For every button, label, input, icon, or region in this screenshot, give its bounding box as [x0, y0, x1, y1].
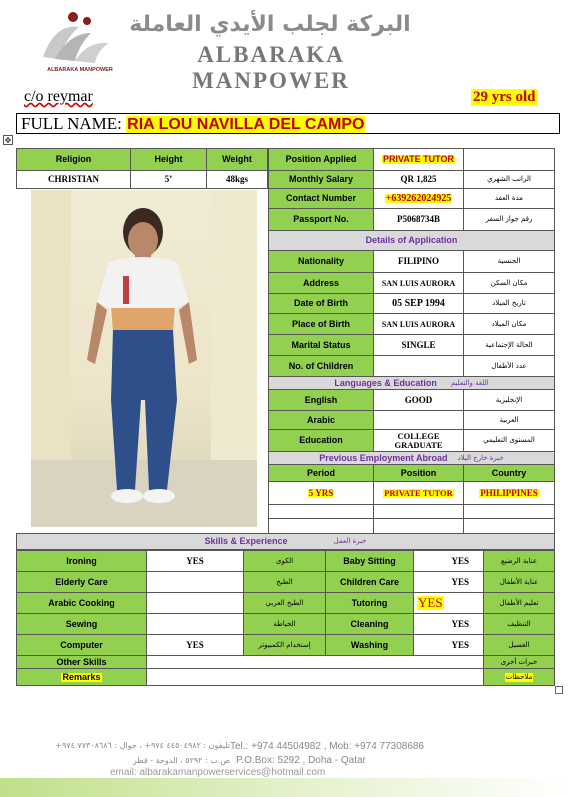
date-of-birth-arabic: تاريخ الميلاد [463, 293, 555, 314]
education-label: Education [268, 429, 374, 452]
religion-label: Religion [16, 148, 131, 171]
nationality-label: Nationality [268, 250, 374, 273]
position-applied-label: Position Applied [268, 148, 374, 171]
skill-baby-sitting-value: YES [413, 550, 484, 572]
skill-cleaning-label: Cleaning [325, 613, 414, 635]
contact-number-arabic: مدة العقد [463, 188, 555, 209]
education-value: COLLEGE GRADUATE [373, 429, 464, 452]
footer-decorative-band [0, 778, 573, 797]
full-name-value: RIA LOU NAVILLA DEL CAMPO [127, 116, 365, 133]
footer-tel-english: Tel.: +974 44504982 , Mob: +974 77308686 [230, 741, 425, 752]
applicant-photo [31, 190, 257, 527]
position-applied-value: PRIVATE TUTOR [373, 148, 464, 171]
country-header: Country [463, 464, 555, 482]
religion-value: CHRISTIAN [16, 170, 131, 189]
skill-sewing-value [146, 613, 244, 635]
skill-ironing-label: Ironing [16, 550, 147, 572]
marital-status-label: Marital Status [268, 334, 374, 356]
employment-period-3 [268, 518, 374, 534]
table-move-handle-icon[interactable]: ✥ [4, 136, 12, 145]
skill-sewing-label: Sewing [16, 613, 147, 635]
table-resize-handle[interactable] [555, 686, 563, 694]
skill-sewing-arabic: الخياطة [243, 613, 326, 635]
skill-cleaning-value: YES [413, 613, 484, 635]
skill-computer-label: Computer [16, 634, 147, 656]
employment-position-3 [373, 518, 464, 534]
skill-ironing-value: YES [146, 550, 244, 572]
arabic-value [373, 410, 464, 430]
employment-position-1: PRIVATE TUTOR [373, 481, 464, 505]
weight-value: 48kgs [206, 170, 268, 189]
marital-status-arabic: الحالة الإجتماعية [463, 334, 555, 356]
english-label: English [268, 389, 374, 411]
passport-value: P5068734B [373, 208, 464, 231]
skills-section-title: Skills & Experience خبرة العمل [16, 533, 555, 550]
other-skills-value [146, 655, 484, 669]
other-skills-label: Other Skills [16, 655, 147, 669]
skill-children-care-value: YES [413, 571, 484, 593]
skill-arabic-cooking-label: Arabic Cooking [16, 592, 147, 614]
weight-label: Weight [206, 148, 268, 171]
employment-country-2 [463, 504, 555, 519]
languages-section-title: Languages & Education اللغة والتعليم [268, 376, 555, 390]
passport-arabic: رقم جواز السفر [463, 208, 555, 231]
date-of-birth-label: Date of Birth [268, 293, 374, 314]
application-section-title: Details of Application [268, 230, 555, 251]
brand-english: ALBARAKA MANPOWER [192, 42, 350, 93]
skill-washing-value: YES [413, 634, 484, 656]
other-skills-arabic: خبرات أخرى [483, 655, 555, 669]
skill-washing-label: Washing [325, 634, 414, 656]
age-badge: 29 yrs old [473, 89, 536, 105]
employment-period-1: 5 YRS [268, 481, 374, 505]
contact-number-label: Contact Number [268, 188, 374, 209]
employment-period-2 [268, 504, 374, 519]
position-header: Position [373, 464, 464, 482]
skill-cleaning-arabic: التنظيف [483, 613, 555, 635]
skill-elderly-care-label: Elderly Care [16, 571, 147, 593]
skill-baby-sitting-label: Baby Sitting [325, 550, 414, 572]
date-of-birth-value: 05 SEP 1994 [373, 293, 464, 314]
remarks-label: Remarks [16, 668, 147, 686]
children-value [373, 355, 464, 377]
monthly-salary-arabic: الراتب الشهري [463, 170, 555, 189]
marital-status-value: SINGLE [373, 334, 464, 356]
care-of: c/o reymar [24, 88, 93, 105]
skill-computer-arabic: إستخدام الكمبيوتر [243, 634, 326, 656]
skill-children-care-arabic: عناية الأطفال [483, 571, 555, 593]
skill-tutoring-value: YES [413, 592, 484, 614]
contact-number-value: +639262024925 [373, 188, 464, 209]
full-name-row [16, 113, 560, 134]
skill-computer-value: YES [146, 634, 244, 656]
children-label: No. of Children [268, 355, 374, 377]
remarks-value [146, 668, 484, 686]
period-header: Period [268, 464, 374, 482]
english-value: GOOD [373, 389, 464, 411]
skill-elderly-care-value [146, 571, 244, 593]
employment-position-2 [373, 504, 464, 519]
skill-children-care-label: Children Care [325, 571, 414, 593]
skill-arabic-cooking-value [146, 592, 244, 614]
arabic-label: Arabic [268, 410, 374, 430]
children-arabic: عدد الأطفال [463, 355, 555, 377]
english-arabic: الإنجليزية [463, 389, 555, 411]
footer-tel-arabic: تليفون : ٤٤٥٠٤٩٨٢ ٩٧٤+ ، جوال : ٧٧٣٠٨٦٨٦ ٩٧٤+ [55, 741, 230, 750]
nationality-value: FILIPINO [373, 250, 464, 273]
skill-baby-sitting-arabic: عناية الرضيع [483, 550, 555, 572]
skill-ironing-arabic: الكوى [243, 550, 326, 572]
education-arabic: المستوى التعليمي [463, 429, 555, 452]
address-label: Address [268, 272, 374, 294]
monthly-salary-value: QR 1,825 [373, 170, 464, 189]
full-name-label: FULL NAME: [21, 114, 122, 133]
footer-pobox-arabic: ص.ب : ٥٢٩٢ ، الدوحة - قطر [132, 756, 230, 765]
height-label: Height [130, 148, 207, 171]
footer-pobox-english: P.O.Box: 5292 , Doha - Qatar [236, 755, 366, 766]
monthly-salary-label: Monthly Salary [268, 170, 374, 189]
skill-washing-arabic: الغسيل [483, 634, 555, 656]
employment-section-title: Previous Employment Abroad خبرة خارج البلاد [268, 451, 555, 465]
skill-elderly-care-arabic: الطبخ [243, 571, 326, 593]
footer-email: email: albarakamanpowerservices@hotmail.com [110, 767, 326, 778]
place-of-birth-label: Place of Birth [268, 313, 374, 335]
employment-country-1: PHILIPPINES [463, 481, 555, 505]
employment-country-3 [463, 518, 555, 534]
passport-label: Passport No. [268, 208, 374, 231]
address-arabic: مكان السكن [463, 272, 555, 294]
address-value: SAN LUIS AURORA [373, 272, 464, 294]
logo-caption: ALBARAKA MANPOWER [47, 67, 113, 73]
arabic-arabic: العربية [463, 410, 555, 430]
skill-tutoring-label: Tutoring [325, 592, 414, 614]
position-applied-blank [463, 148, 555, 171]
company-logo [35, 5, 123, 75]
height-value: 5’ [130, 170, 207, 189]
nationality-arabic: الجنسية [463, 250, 555, 273]
place-of-birth-value: SAN LUIS AURORA [373, 313, 464, 335]
place-of-birth-arabic: مكان الميلاد [463, 313, 555, 335]
brand-arabic: البركة لجلب الأيدي العاملة [129, 12, 411, 37]
remarks-arabic: ملاحظات [483, 668, 555, 686]
skill-tutoring-arabic: تعليم الأطفال [483, 592, 555, 614]
skill-arabic-cooking-arabic: الطبخ العربي [243, 592, 326, 614]
